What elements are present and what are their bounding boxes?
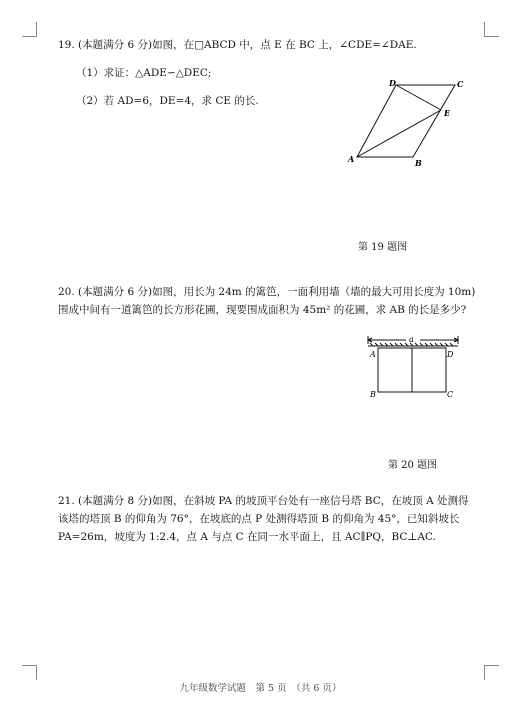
q20-line1: 20. (本题满分 6 分)如图，用长为 24m 的篱笆，一面利用墙（墙的最大可用长度为 10m) bbox=[58, 286, 476, 298]
crop-mark-top-right bbox=[484, 22, 499, 37]
q19-label-d: D bbox=[389, 78, 396, 88]
crop-mark-bottom-left bbox=[22, 665, 37, 680]
q20-label-a: A bbox=[370, 350, 376, 359]
q19-parallelogram bbox=[357, 85, 455, 157]
q19-label-c: C bbox=[457, 79, 464, 89]
q21-line2: 该塔的塔顶 B 的仰角为 76°，在坡底的点 P 处测得塔顶 B 的仰角为 45°，已知斜坡长 bbox=[58, 513, 460, 525]
page-footer: 九年级数学试题 第 5 页 （共 6 页） bbox=[179, 683, 342, 694]
q20-label-c: C bbox=[447, 390, 454, 399]
q20-label-a-length: a bbox=[409, 335, 414, 344]
q19-part1: （1）求证：△ADE∽△DEC; bbox=[76, 67, 212, 79]
q19-part2: （2）若 AD=6，DE=4，求 CE 的长. bbox=[76, 95, 259, 107]
q20-caption: 第 20 题图 bbox=[388, 460, 438, 471]
q20-line2: 围成中间有一道篱笆的长方形花圃，现要围成面积为 45m² 的花圃，求 AB 的长是多少? bbox=[58, 304, 467, 316]
q19-label-b: B bbox=[415, 158, 422, 168]
q19-segment-de bbox=[396, 85, 441, 110]
q21-line1: 21. (本题满分 8 分)如图，在斜坡 PA 的坡顶平台处有一座信号塔 BC，在坡顶 A 处测得 bbox=[58, 495, 469, 507]
q19-stem: 19. (本题满分 6 分)如图，在□ABCD 中，点 E 在 BC 上，∠CDE=∠DAE. bbox=[58, 39, 417, 51]
q20-label-d: D bbox=[447, 350, 454, 359]
crop-mark-top-left bbox=[22, 22, 37, 37]
crop-mark-bottom-right bbox=[484, 665, 499, 680]
q20-label-b: B bbox=[370, 390, 376, 399]
q19-label-e: E bbox=[444, 108, 451, 118]
q21-line3: PA=26m，坡度为 1:2.4，点 A 与点 C 在同一水平面上，且 AC∥PQ，BC⊥AC. bbox=[58, 531, 436, 543]
q19-caption: 第 19 题图 bbox=[358, 242, 408, 253]
q20-figure bbox=[362, 332, 462, 406]
q19-figure bbox=[340, 74, 470, 174]
q19-label-a: A bbox=[348, 154, 355, 164]
